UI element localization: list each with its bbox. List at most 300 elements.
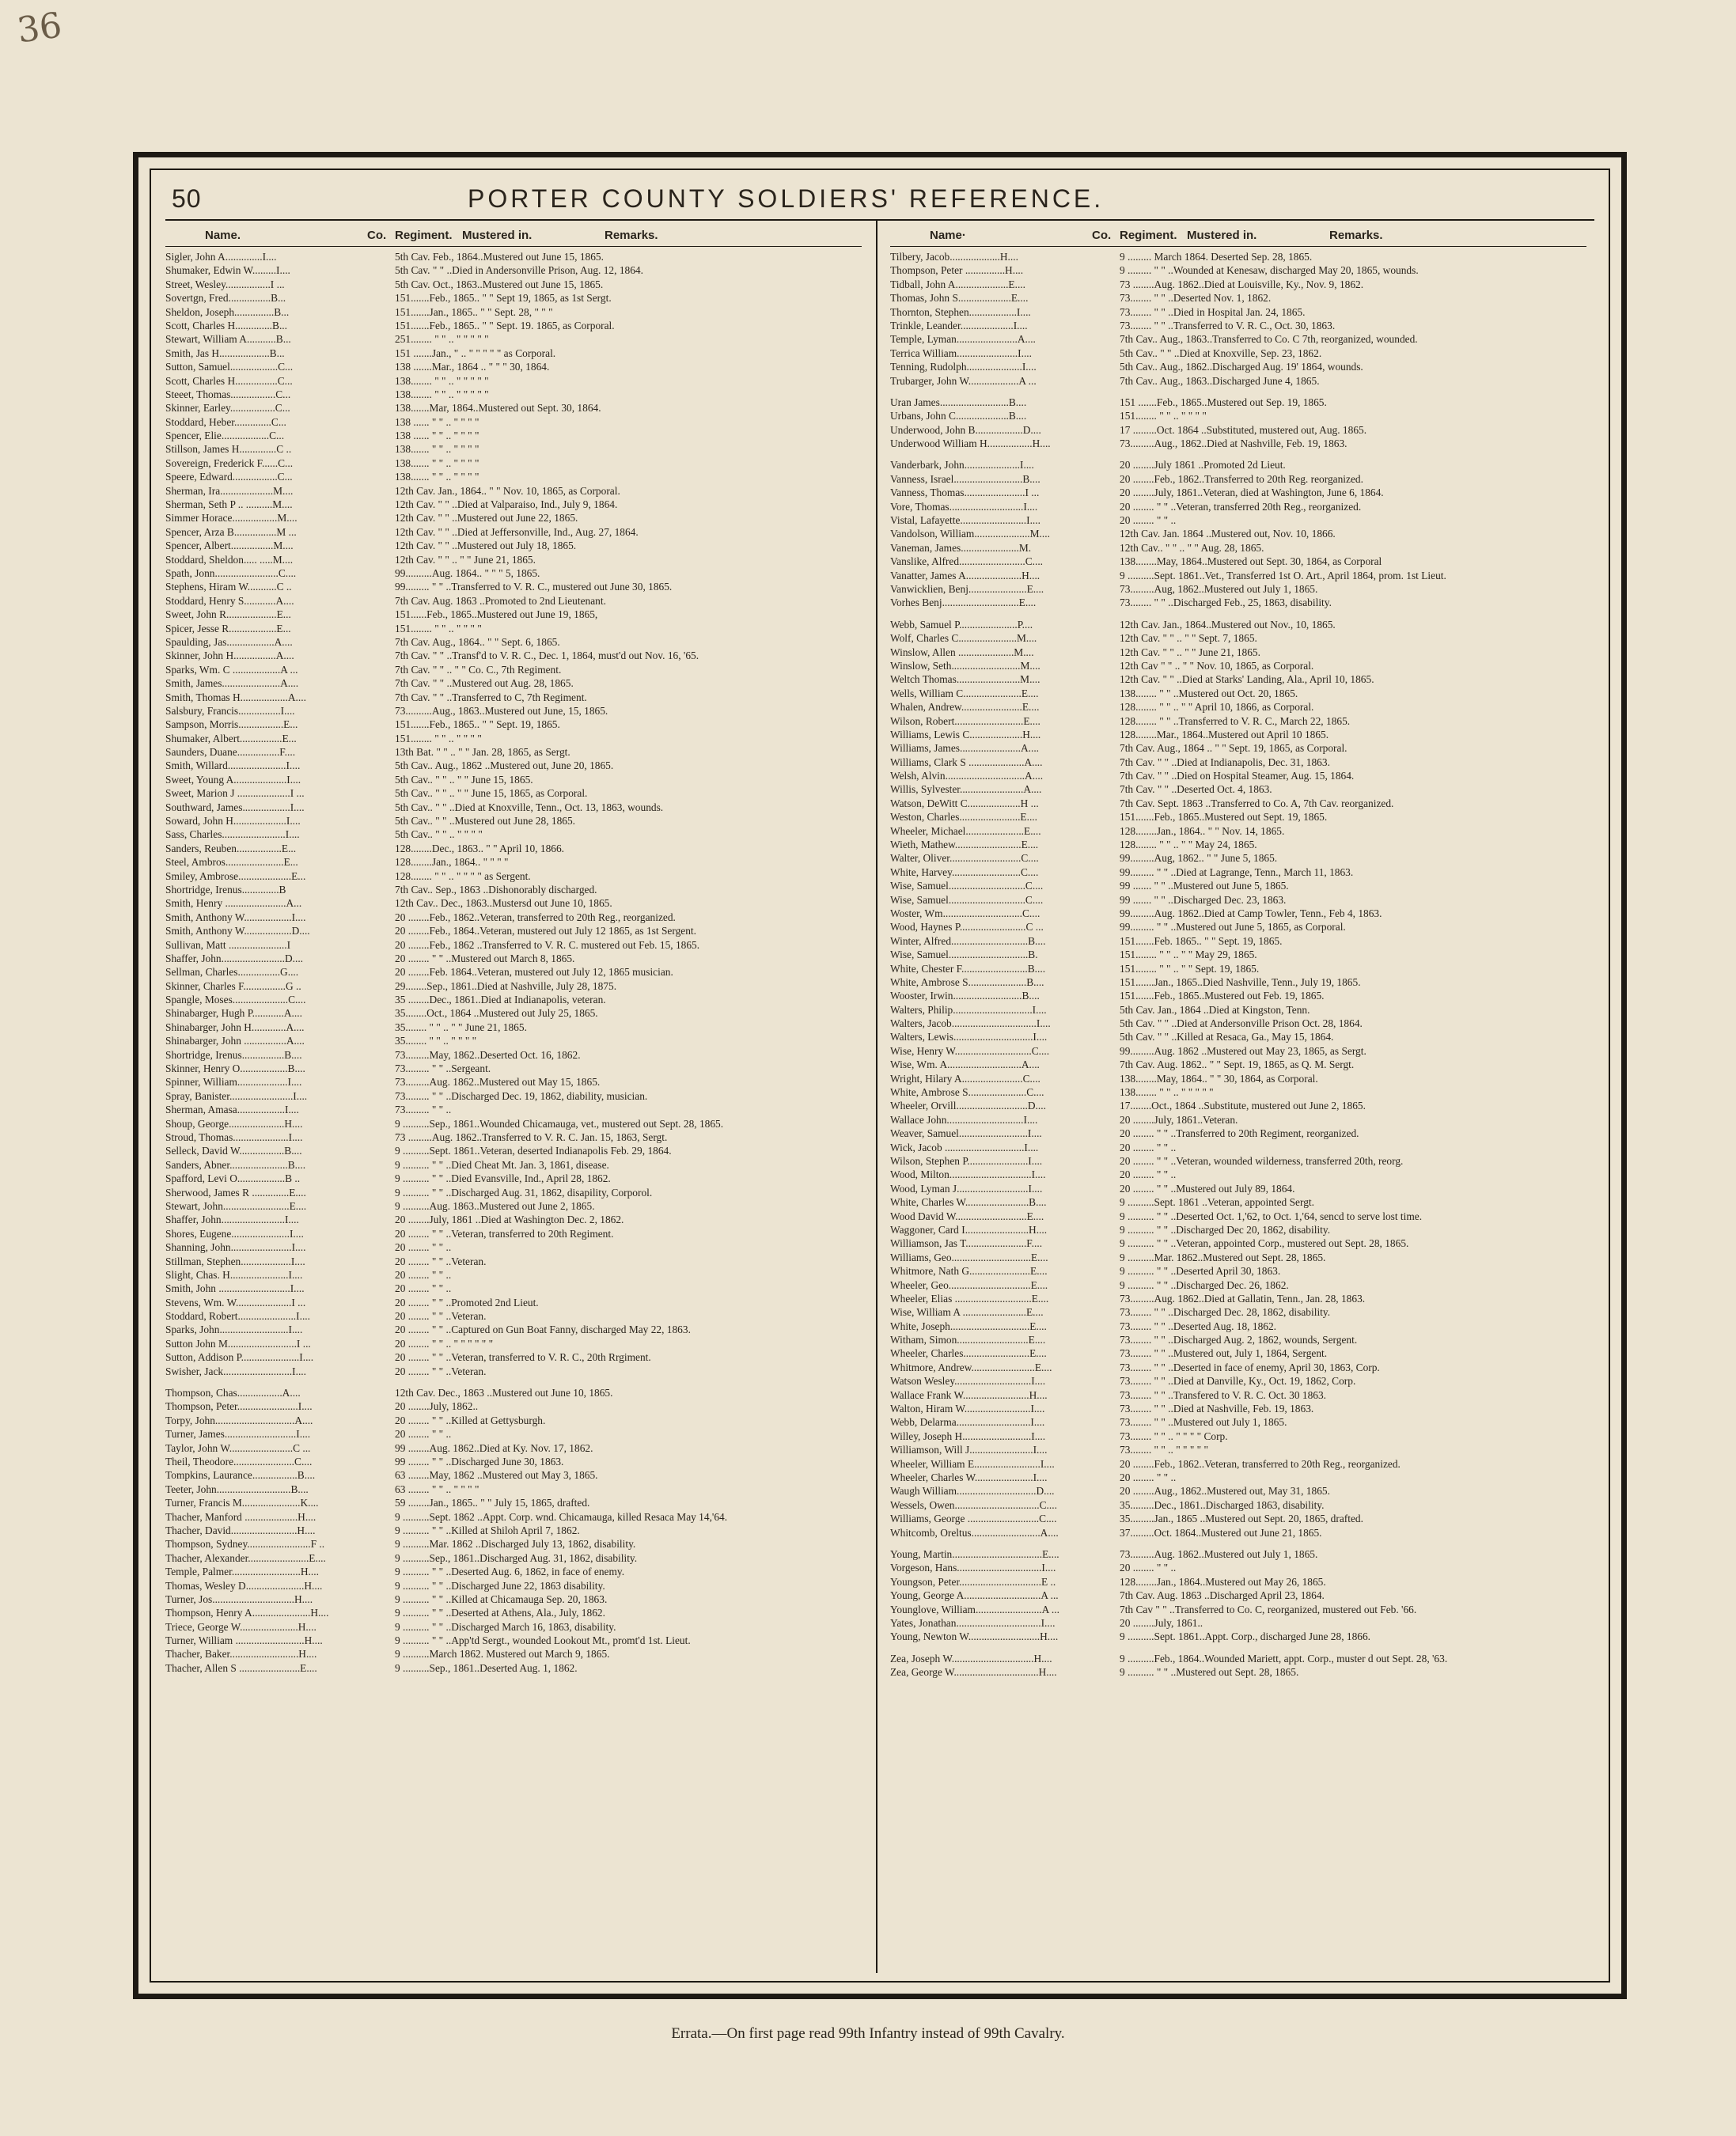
soldier-row — [165, 1240, 862, 1254]
soldier-name: Willey, Joseph H..........................I.... — [890, 1430, 1046, 1442]
soldier-row — [890, 1237, 1586, 1250]
header-mustered-in: Mustered in. — [1187, 229, 1257, 242]
soldier-row — [165, 704, 862, 718]
soldier-details: 5th Cav. " " ..Killed at Resaca, Ga., May 15, 1864. — [1120, 1031, 1334, 1043]
soldier-row — [165, 442, 862, 456]
soldier-name: Theil, Theodore.......................C.... — [165, 1455, 313, 1468]
soldier-row — [890, 934, 1586, 948]
soldier-row — [165, 1282, 862, 1295]
soldier-row — [165, 993, 862, 1006]
soldier-row — [165, 1186, 862, 1199]
soldier-name: Whalen, Andrew.......................E.... — [890, 701, 1040, 714]
soldier-row — [890, 1154, 1586, 1168]
soldier-row — [165, 1199, 862, 1213]
soldier-name: Smith, Anthony W..................I.... — [165, 911, 306, 923]
soldier-row — [165, 1414, 862, 1427]
soldier-row — [165, 814, 862, 828]
soldier-name: Younglove, William.........................A ... — [890, 1603, 1059, 1615]
soldier-details: 12th Cav. Jan., 1864..Mustered out Nov., 10, 1865. — [1120, 618, 1336, 631]
soldier-details: 7th Cav. " " ..Transferred to C, 7th Regiment. — [395, 691, 587, 703]
soldier-row — [165, 691, 862, 704]
soldier-name: Tilbery, Jacob...................H.... — [890, 251, 1018, 263]
soldier-row — [165, 1158, 862, 1172]
soldier-row — [165, 1524, 862, 1537]
soldier-name: Wise, William A ........................E.... — [890, 1306, 1044, 1319]
soldier-details: 63 ........May, 1862 ..Mustered out May 3, 1865. — [395, 1469, 598, 1482]
soldier-row — [890, 1498, 1586, 1512]
soldier-details: 9 ..........Sept. 1861..Appt. Corp., discharged June 28, 1866. — [1120, 1630, 1371, 1643]
soldier-row — [165, 401, 862, 415]
soldier-name: Sheldon, Joseph...............B... — [165, 305, 290, 318]
soldier-details: 138....... " " .. " " " " — [395, 456, 479, 469]
soldier-details: 151......Feb., 1865..Mustered out June 19, 1865, — [395, 608, 598, 621]
soldier-name: Shanning, John.......................I.... — [165, 1241, 306, 1254]
soldier-row — [890, 437, 1586, 450]
soldier-row — [165, 979, 862, 993]
soldier-row — [165, 1386, 862, 1399]
soldier-name: Vorgeson, Hans................................I.... — [890, 1562, 1056, 1574]
soldier-details: 9 ..........Aug. 1863..Mustered out June 2, 1865. — [395, 1199, 595, 1212]
soldier-details: 73......... " " ..Discharged Dec. 19, 1862, diability, musician. — [395, 1089, 648, 1102]
soldier-details: 9 .......... " " ..Discharged March 16, 1863, disability. — [395, 1620, 616, 1633]
soldier-name: Wheeler, Charles.........................E.... — [890, 1347, 1047, 1360]
soldier-name: Thompson, Sydney........................F .. — [165, 1538, 325, 1551]
soldier-row — [165, 1468, 862, 1482]
soldier-row — [165, 332, 862, 346]
soldier-details: 7th Cav. Aug., 1864.. " " Sept. 6, 1865. — [395, 635, 560, 648]
soldier-name: Stroud, Thomas.....................I.... — [165, 1131, 303, 1143]
soldier-name: Thompson, Chas.................A.... — [165, 1387, 301, 1399]
soldier-details: 12th Cav. " " ..Died at Valparaiso, Ind., July 9, 1864. — [395, 498, 618, 511]
soldier-details: 9 ..........Sept. 1862 ..Appt. Corp. wnd. Chicamauga, killed Resaca May 14,'64. — [395, 1510, 728, 1523]
soldier-details: 20 ........ " " .. — [1120, 514, 1177, 527]
soldier-details: 73.........Aug., 1862..Died at Nashville, Feb. 19, 1863. — [1120, 437, 1347, 450]
soldier-row — [165, 1427, 862, 1441]
soldier-details: 7th Cav. " " ..Transf'd to V. R. C., Dec. 1, 1864, must'd out Nov. 16, '65. — [395, 650, 699, 662]
soldier-name: Spaulding, Jas..................A.... — [165, 635, 293, 648]
soldier-row — [165, 786, 862, 800]
soldier-details: 151.......Feb., 1865..Mustered out Feb. 19, 1865. — [1120, 990, 1325, 1002]
soldier-details: 73........ " " ..Died in Hospital Jan. 24, 1865. — [1120, 305, 1306, 318]
soldier-name: Smith, James......................A.... — [165, 677, 299, 690]
soldier-name: Stewart, William A...........B... — [165, 333, 291, 346]
soldier-name: Zea, George W................................H.... — [890, 1666, 1057, 1679]
soldier-details: 9 ..........Mar. 1862..Mustered out Sept. 28, 1865. — [1120, 1251, 1326, 1263]
soldier-name: Smiley, Ambrose....................E... — [165, 869, 306, 882]
soldier-details: 9 .......... " " ..Mustered out Sept. 28, 1865. — [1120, 1666, 1299, 1679]
soldier-details: 128........ " " .. " " April 10, 1866, as Corporal. — [1120, 701, 1314, 714]
soldier-name: Spray, Banister........................I.... — [165, 1089, 308, 1102]
soldier-details: 20 ........July, 1861 ..Died at Washington Dec. 2, 1862. — [395, 1214, 624, 1226]
soldier-details: 9 .......... " " ..Died Evansville, Ind., April 28, 1862. — [395, 1172, 611, 1185]
soldier-details: 12th Cav " " .. " " Nov. 10, 1865, as Corporal. — [1120, 659, 1314, 672]
soldier-row — [165, 869, 862, 883]
soldier-details: 7th Cav. Sept. 1863 ..Transferred to Co. A, 7th Cav. reorganized. — [1120, 797, 1394, 809]
soldier-details: 151........ " " .. " " " " — [395, 622, 482, 634]
soldier-row — [165, 511, 862, 525]
soldier-name: Wheeler, William E.........................I.... — [890, 1457, 1055, 1470]
soldier-details: 151.......Feb., 1865.. " " Sept. 19, 1865. — [395, 718, 560, 731]
soldier-name: Williams, Lewis C....................H.... — [890, 728, 1041, 740]
soldier-name: Smith, Henry .......................A... — [165, 897, 302, 910]
soldier-row — [890, 1264, 1586, 1278]
soldier-name: Slight, Chas. H......................I.... — [165, 1268, 303, 1281]
soldier-details: 20 ........Feb., 1864..Veteran, mustered out July 12 1865, as 1st Sergent. — [395, 925, 696, 937]
soldier-details: 73........ " " ..Mustered out, July 1, 1864, Sergent. — [1120, 1347, 1328, 1360]
soldier-name: Thompson, Henry A......................H.... — [165, 1607, 329, 1619]
soldier-details: 20 ........July, 1861..Veteran. — [1120, 1113, 1238, 1126]
soldier-name: Vaneman, James......................M. — [890, 541, 1032, 554]
soldier-name: Young, Martin..................................E.... — [890, 1547, 1059, 1560]
page-frame — [133, 152, 1627, 1999]
soldier-row — [165, 484, 862, 498]
soldier-row — [890, 1141, 1586, 1154]
soldier-details: 9 .......... " " ..Killed at Shiloh April 7, 1862. — [395, 1524, 580, 1536]
soldier-name: Southward, James..................I.... — [165, 801, 305, 813]
soldier-details: 9 .......... " " ..App'td Sergt., wounded Lookout Mt., promt'd 1st. Lieut. — [395, 1634, 691, 1647]
soldier-row — [890, 810, 1586, 824]
soldier-row — [165, 1510, 862, 1524]
soldier-name: Weltch Thomas........................M.... — [890, 673, 1040, 686]
soldier-details: 5th Cav. " " ..Died at Andersonville Prison Oct. 28, 1864. — [1120, 1017, 1363, 1030]
soldier-row — [165, 566, 862, 580]
soldier-name: Thacher, Baker..........................H.... — [165, 1648, 317, 1661]
soldier-row — [165, 1048, 862, 1062]
soldier-name: Spath, Jonn........................C.... — [165, 566, 297, 579]
soldier-details: 20 ........ " " .. — [395, 1282, 452, 1295]
soldier-name: Wheeler, Geo...............................E.... — [890, 1278, 1048, 1291]
soldier-details: 5th Cav.. " " .. " " " " — [395, 828, 483, 841]
soldier-details: 37.........Oct. 1864..Mustered out June 21, 1865. — [1120, 1526, 1322, 1539]
soldier-name: Sass, Charles........................I.... — [165, 828, 300, 841]
soldier-details: 9 ..........March 1862. Mustered out March 9, 1865. — [395, 1648, 610, 1661]
soldier-name: Wise, Henry W.............................C.... — [890, 1044, 1050, 1057]
soldier-details: 73......... " " ..Sergeant. — [395, 1062, 491, 1075]
soldier-row — [165, 278, 862, 291]
soldier-name: Witham, Simon...........................E.... — [890, 1334, 1046, 1346]
soldier-details: 20 ........ " " ..Veteran, transferred to 20th Regiment. — [395, 1227, 614, 1240]
soldier-row — [890, 347, 1586, 360]
soldier-details: 5th Cav.. " " ..Mustered out June 28, 1865. — [395, 815, 576, 828]
soldier-details: 5th Cav. Jan., 1864 ..Died at Kingston, Tenn. — [1120, 1003, 1310, 1016]
soldier-row — [165, 525, 862, 539]
soldier-row — [890, 1430, 1586, 1443]
soldier-details: 73..........Aug., 1863..Mustered out June, 15, 1865. — [395, 704, 608, 717]
soldier-name: Shores, Eugene......................I.... — [165, 1227, 304, 1240]
soldier-name: Turner, Francis M......................K.... — [165, 1497, 319, 1509]
soldier-details: 138........ " " ..Mustered out Oct. 20, 1865. — [1120, 687, 1298, 699]
soldier-row — [165, 855, 862, 869]
soldier-name: Wood, Lyman J...........................I.... — [890, 1182, 1043, 1195]
soldier-details: 138........May, 1864.. " " 30, 1864, as Corporal. — [1120, 1072, 1318, 1085]
soldier-name: Spafford, Levi O..................B .. — [165, 1172, 301, 1185]
soldier-details: 128........Jan., 1864.. " " " " — [395, 856, 509, 869]
soldier-row — [890, 618, 1586, 631]
soldier-name: Sovereign, Frederick F......C... — [165, 456, 294, 469]
soldier-row — [165, 1103, 862, 1116]
soldier-row — [165, 250, 862, 263]
soldier-row — [890, 975, 1586, 989]
soldier-details: 7th Cav. " " ..Mustered out Aug. 28, 1865. — [395, 677, 574, 690]
soldier-row — [890, 527, 1586, 540]
soldier-details: 128........Jan., 1864..Mustered out May 26, 1865. — [1120, 1575, 1326, 1588]
soldier-row — [890, 1616, 1586, 1630]
soldier-row — [890, 1223, 1586, 1237]
soldier-name: Temple, Palmer..........................H.... — [165, 1566, 319, 1578]
soldier-row — [890, 1251, 1586, 1264]
soldier-name: Stevens, Wm. W.....................I ... — [165, 1296, 306, 1308]
soldier-name: Sellman, Charles................G.... — [165, 966, 299, 979]
soldier-details: 99 ....... " " ..Discharged Dec. 23, 1863. — [1120, 893, 1287, 906]
soldier-name: Weston, Charles.......................E.... — [890, 811, 1037, 824]
soldier-details: 35........ " " .. " " " " — [395, 1035, 477, 1047]
soldier-name: Walters, Philip..............................I.... — [890, 1003, 1047, 1016]
soldier-row — [165, 1483, 862, 1496]
soldier-details: 99......... " " ..Transferred to V. R. C., mustered out June 30, 1865. — [395, 581, 673, 593]
soldier-details: 7th Cav. " " ..Died at Indianapolis, Dec. 31, 1863. — [1120, 756, 1330, 768]
soldier-name: Stewart, John.........................E.... — [165, 1199, 307, 1212]
soldier-row — [165, 1296, 862, 1309]
soldier-name: Wheeler, Michael......................E.... — [890, 824, 1041, 837]
soldier-name: Woster, Wm..............................C.... — [890, 907, 1040, 919]
soldier-row — [890, 948, 1586, 961]
soldier-name: Sanders, Abner......................B.... — [165, 1158, 306, 1171]
soldier-row — [165, 305, 862, 319]
soldier-name: Shinabarger, John ................A.... — [165, 1035, 305, 1047]
soldier-row — [165, 1350, 862, 1364]
soldier-name: White, Joseph..............................E.... — [890, 1320, 1047, 1332]
soldier-details: 73 .........Aug. 1862..Transferred to V. R. C. Jan. 15, 1863, Sergt. — [395, 1131, 668, 1143]
soldier-name: Thomas, John S....................E.... — [890, 292, 1029, 305]
soldier-name: Webb, Samuel P......................P.... — [890, 618, 1033, 631]
header-regiment: Regiment. — [395, 229, 453, 242]
soldier-row — [890, 1320, 1586, 1333]
soldier-details: 17 .........Oct. 1864 ..Substituted, mustered out, Aug. 1865. — [1120, 423, 1367, 436]
soldier-row — [890, 1512, 1586, 1525]
soldier-details: 29........Sep., 1861..Died at Nashville, July 28, 1875. — [395, 979, 617, 992]
soldier-details: 73........ " " ..Transferred to V. R. C., Oct. 30, 1863. — [1120, 319, 1336, 331]
soldier-details: 5th Cav. Feb., 1864..Mustered out June 15, 1865. — [395, 251, 604, 263]
header-remarks: Remarks. — [1329, 229, 1383, 242]
soldier-row — [890, 569, 1586, 582]
soldier-details: 151........ " " .. " " " " — [395, 732, 482, 744]
soldier-details: 73........ " " ..Transfered to V. R. C. Oct. 30 1863. — [1120, 1388, 1327, 1401]
soldier-details: 7th Cav. Aug. 1863 ..Promoted to 2nd Lieutenant. — [395, 594, 606, 607]
soldier-details: 7th Cav. " " ..Died on Hospital Steamer, Aug. 15, 1864. — [1120, 770, 1355, 782]
soldier-row — [165, 553, 862, 566]
soldier-row — [165, 1021, 862, 1034]
soldier-row — [890, 360, 1586, 373]
page-number: 50 — [172, 184, 202, 213]
soldier-row — [890, 1195, 1586, 1209]
soldier-name: Sparks, John..........................I.... — [165, 1324, 303, 1336]
soldier-name: Vore, Thomas............................I.... — [890, 500, 1038, 513]
soldier-details: 73......... " " .. — [395, 1104, 452, 1116]
soldier-details: 9 .......... " " ..Discharged Aug. 31, 1862, disapility, Corporol. — [395, 1186, 653, 1199]
soldier-row — [890, 1402, 1586, 1415]
soldier-name: Vanness, Thomas.......................I ... — [890, 487, 1040, 499]
soldier-name: Underwood William H.................H.... — [890, 437, 1051, 450]
soldier-details: 138........ " " .. " " " " " — [395, 374, 489, 387]
soldier-details: 151.......Feb., 1865.. " " Sept. 19. 1865, as Corporal. — [395, 319, 615, 331]
soldier-row — [165, 429, 862, 442]
soldier-row — [165, 263, 862, 277]
soldier-details: 151 .......Feb., 1865..Mustered out Sep. 19, 1865. — [1120, 396, 1327, 408]
soldier-details: 20 ........ " " .. — [1120, 1168, 1177, 1181]
soldier-name: Sutton John M..........................I ... — [165, 1337, 311, 1350]
soldier-row — [165, 952, 862, 965]
soldier-details: 12th Cav. Jan., 1864.. " " Nov. 10, 1865, as Corporal. — [395, 484, 620, 497]
soldier-name: Walters, Jacob................................I.... — [890, 1017, 1051, 1030]
soldier-name: Tompkins, Laurance.................B.... — [165, 1469, 316, 1482]
soldier-name: Stephens, Hiram W...........C .. — [165, 581, 292, 593]
soldier-row — [165, 319, 862, 332]
soldier-row — [165, 580, 862, 593]
soldier-details: 12th Cav. Dec., 1863 ..Mustered out June 10, 1865. — [395, 1387, 613, 1399]
soldier-row — [890, 1374, 1586, 1388]
soldier-row — [890, 1305, 1586, 1319]
header-regiment: Regiment. — [1120, 229, 1177, 242]
soldier-row — [890, 1099, 1586, 1112]
soldier-row — [165, 1117, 862, 1130]
soldier-details: 5th Cav.. Aug., 1862..Discharged Aug. 19' 1864, wounds. — [1120, 361, 1363, 373]
soldier-row — [165, 773, 862, 786]
soldier-row — [890, 541, 1586, 555]
soldier-name: Turner, James...........................I.... — [165, 1428, 311, 1441]
soldier-details: 20 ........ " " .. — [1120, 1471, 1177, 1483]
soldier-details: 20 ........ " " ..Veteran. — [395, 1310, 487, 1323]
soldier-name: Shinabarger, John H.............A.... — [165, 1021, 305, 1033]
soldier-row — [890, 555, 1586, 568]
soldier-name: Vanslike, Alfred.........................C.... — [890, 555, 1044, 568]
soldier-name: Skinner, Charles F................G .. — [165, 979, 301, 992]
soldier-details: 9 .......... " " ..Deserted April 30, 1863. — [1120, 1265, 1281, 1278]
soldier-row — [165, 1255, 862, 1268]
soldier-details: 73 ........Aug. 1862..Died at Louisville, Ky., Nov. 9, 1862. — [1120, 278, 1364, 290]
soldier-name: Stoddard, Robert......................I.... — [165, 1310, 310, 1323]
soldier-name: Tenning, Rudolph.....................I.... — [890, 361, 1037, 373]
soldier-row — [890, 250, 1586, 263]
soldier-details: 5th Cav.. " " ..Died at Knoxville, Tenn., Oct. 13, 1863, wounds. — [395, 801, 664, 813]
soldier-name: Speere, Edward.................C... — [165, 471, 293, 483]
soldier-details: 73........ " " ..Discharged Dec. 28, 1862, disability. — [1120, 1306, 1331, 1319]
soldier-row — [890, 1457, 1586, 1471]
soldier-details: 12th Cav.. Dec., 1863..Mustersd out June 10, 1865. — [395, 897, 612, 910]
soldier-details: 20 ........ " " ..Killed at Gettysburgh. — [395, 1414, 546, 1426]
soldier-details: 7th Cav. " " ..Deserted Oct. 4, 1863. — [1120, 783, 1272, 796]
soldier-name: Williams, George ...........................C.... — [890, 1513, 1057, 1525]
soldier-name: Temple, Lyman.......................A.... — [890, 333, 1036, 346]
soldier-row — [890, 824, 1586, 838]
soldier-name: Torpy, John..............................A.... — [165, 1414, 313, 1426]
soldier-details: 5th Cav. " " ..Died in Andersonville Prison, Aug. 12, 1864. — [395, 264, 643, 277]
soldier-details: 138 ...... " " .. " " " " — [395, 430, 479, 442]
soldier-details: 59 ........Jan., 1865.. " " July 15, 1865, drafted. — [395, 1497, 590, 1509]
soldier-details: 73.........Aug. 1862..Mustered out July 1, 1865. — [1120, 1547, 1318, 1560]
soldier-details: 73........ " " ..Deserted Aug. 18, 1862. — [1120, 1320, 1277, 1332]
header-remarks: Remarks. — [605, 229, 658, 242]
soldier-details: 7th Cav.. Sep., 1863 ..Dishonorably discharged. — [395, 883, 597, 896]
soldier-name: Selleck, David W.................B.... — [165, 1145, 302, 1157]
soldier-name: Stillson, James H..............C .. — [165, 443, 292, 456]
soldier-details: 12th Cav. " " .. " " Sept. 7, 1865. — [1120, 632, 1257, 645]
soldier-row — [165, 965, 862, 979]
soldier-name: Wooster, Irwin..........................B.... — [890, 990, 1040, 1002]
soldier-details: 20 ........July, 1862.. — [395, 1400, 479, 1413]
soldier-row — [890, 1443, 1586, 1456]
soldier-row — [165, 498, 862, 511]
soldier-details: 151.......Feb., 1865.. " " Sept 19, 1865, as 1st Sergt. — [395, 292, 612, 305]
soldier-details: 99.........Aug. 1862 ..Mustered out May 23, 1865, as Sergt. — [1120, 1044, 1366, 1057]
soldier-details: 9 .......... " " ..Died Cheat Mt. Jan. 3, 1861, disease. — [395, 1158, 609, 1171]
soldier-row — [165, 828, 862, 841]
soldier-row — [890, 423, 1586, 437]
soldier-name: Youngson, Peter...............................E .. — [890, 1575, 1056, 1588]
soldier-details: 12th Cav. " " .. " " June 21, 1865. — [1120, 646, 1260, 658]
soldier-details: 5th Cav. Oct., 1863..Mustered out June 15, 1865. — [395, 278, 604, 290]
soldier-details: 73........ " " ..Deserted Nov. 1, 1862. — [1120, 292, 1272, 305]
soldier-name: Willis, Sylvester........................A.... — [890, 783, 1042, 796]
soldier-row — [165, 1227, 862, 1240]
soldier-row — [890, 582, 1586, 596]
soldier-details: 9 .......... " " ..Veteran, appointed Corp., mustered out Sept. 28, 1865. — [1120, 1237, 1409, 1250]
soldier-row — [890, 865, 1586, 879]
right-soldier-list — [890, 250, 1586, 1679]
soldier-row — [165, 1213, 862, 1226]
soldier-row — [165, 635, 862, 649]
soldier-row — [165, 622, 862, 635]
soldier-row — [165, 1661, 862, 1675]
soldier-row — [890, 797, 1586, 810]
soldier-name: Smith, John ...........................I.... — [165, 1282, 305, 1295]
soldier-name: Wallace Frank W.........................H.... — [890, 1388, 1048, 1401]
soldier-name: Vistal, Lafayette.........................I.... — [890, 514, 1040, 527]
soldier-row — [890, 1603, 1586, 1616]
soldier-details: 20 ........ " " .. — [1120, 1562, 1177, 1574]
soldier-name: Urbans, John C....................B.... — [890, 410, 1027, 422]
soldier-row — [165, 842, 862, 855]
soldier-details: 9 ......... March 1864. Deserted Sep. 28, 1865. — [1120, 251, 1313, 263]
soldier-name: Sullivan, Matt ......................I — [165, 938, 291, 951]
soldier-details: 9 ..........Mar. 1862 ..Discharged July 13, 1862, disability. — [395, 1538, 636, 1551]
soldier-name: Vandolson, William.....................M.... — [890, 528, 1050, 540]
soldier-row — [890, 305, 1586, 319]
soldier-row — [890, 728, 1586, 741]
soldier-details: 138........ " " .. " " " " " — [395, 388, 489, 400]
soldier-name: Shumaker, Edwin W.........I.... — [165, 264, 290, 277]
soldier-name: Taylor, John W........................C ... — [165, 1441, 311, 1454]
soldier-name: Scott, Charles H................C... — [165, 374, 293, 387]
soldier-details: 7th Cav. Aug. 1863 ..Discharged April 23, 1864. — [1120, 1589, 1325, 1602]
soldier-name: Shinabarger, Hugh P............A.... — [165, 1007, 302, 1020]
soldier-name: Sherman, Seth P .. ..........M.... — [165, 498, 293, 511]
soldier-name: Stillman, Stephen...................I.... — [165, 1255, 305, 1267]
header-mustered-in: Mustered in. — [462, 229, 533, 242]
soldier-details: 128........ " " .. " " May 24, 1865. — [1120, 839, 1257, 851]
soldier-row — [890, 1003, 1586, 1017]
soldier-name: Thacher, Allen S .......................E.... — [165, 1661, 317, 1674]
soldier-row — [165, 291, 862, 305]
soldier-details: 9 .......... " " ..Deserted at Athens, Ala., July, 1862. — [395, 1607, 605, 1619]
soldier-details: 35 ........Dec., 1861..Died at Indianapolis, veteran. — [395, 994, 606, 1006]
soldier-details: 138 ...... " " .. " " " " — [395, 415, 479, 428]
soldier-name: White, Ambrose S......................B.... — [890, 975, 1044, 988]
soldier-name: Steel, Ambros......................E... — [165, 856, 298, 869]
soldier-row — [890, 1058, 1586, 1071]
soldier-details: 5th Cav.. " " .. " " June 15, 1865, as Corporal. — [395, 787, 588, 800]
soldier-details: 138....... " " .. " " " " — [395, 443, 479, 456]
soldier-row — [165, 1130, 862, 1144]
